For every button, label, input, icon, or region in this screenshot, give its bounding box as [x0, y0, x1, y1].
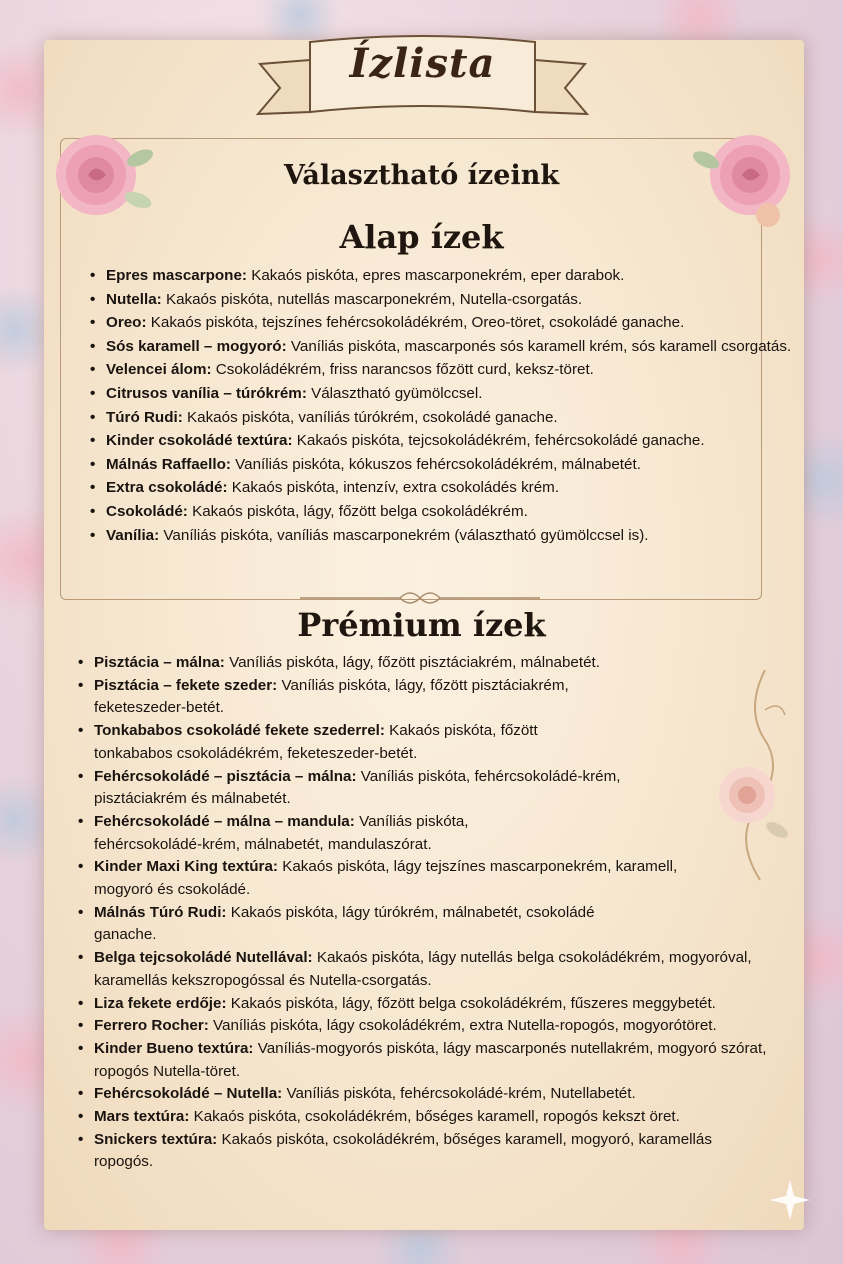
flavor-desc: Kakaós piskóta, epres mascarponekrém, eper darabok. — [251, 267, 625, 284]
flavor-desc: Vaníliás piskóta, fehércsokoládé-krém, málnabetét, mandulaszórat. — [94, 812, 469, 853]
flavor-desc: Vaníliás piskóta, lágy, főzött pisztáciakrém, feketeszeder-betét. — [94, 676, 569, 717]
premium-heading: Prémium ízek — [297, 606, 546, 644]
flavor-name: Sós karamell – mogyoró: — [106, 337, 287, 355]
flavor-name: Velencei álom: — [106, 361, 212, 379]
list-item — [78, 902, 614, 947]
flavor-desc: Kakaós piskóta, lágy, főzött belga csokoládékrém. — [192, 502, 528, 520]
flavor-name: Belga tejcsokoládé Nutellával: — [94, 949, 313, 967]
list-item — [78, 720, 614, 765]
basic-flavor-list — [90, 264, 802, 547]
list-item — [78, 993, 800, 1016]
ornament-divider — [300, 588, 540, 608]
flavor-desc: Vaníliás-mogyorós piskóta, lágy mascarponés nutellakrém, mogyoró szórat, ropogós Nutella-töret. — [94, 1039, 767, 1080]
flavor-name: Ferrero Rocher: — [94, 1017, 209, 1035]
list-item — [90, 311, 802, 335]
flavor-desc: Vaníliás piskóta, fehércsokoládé-krém, pisztáciakrém és málnabetét. — [94, 767, 621, 808]
flavor-desc: Vaníliás piskóta, mascarponés sós karamell krém, sós karamell csorgatás. — [290, 337, 792, 355]
list-item — [90, 264, 802, 288]
flavor-desc: Vaníliás piskóta, vaníliás mascarponekrém (választható gyümölccsel is). — [163, 526, 649, 544]
flavor-name: Vanília: — [106, 526, 160, 544]
flavor-name: Málnás Raffaello: — [106, 455, 231, 473]
flavor-desc: Kakaós piskóta, intenzív, extra csokoládés krém. — [231, 479, 560, 497]
list-item — [90, 406, 802, 430]
flavor-desc: Vaníliás piskóta, kókuszos fehércsokoládékrém, málnabetét. — [235, 455, 641, 473]
flavor-desc: Kakaós piskóta, csokoládékrém, bőséges karamell, ropogós kekszt öret. — [193, 1108, 680, 1126]
flavor-desc: Vaníliás piskóta, lágy csokoládékrém, extra Nutella-ropogós, mogyorótöret. — [213, 1017, 717, 1035]
list-item — [90, 382, 802, 406]
list-item — [78, 811, 544, 856]
flavor-desc: Kakaós piskóta, főzött tonkababos csokoládékrém, feketeszeder-betét. — [94, 722, 538, 762]
list-item — [78, 766, 674, 811]
flavor-name: Pisztácia – málna: — [94, 654, 225, 671]
list-item — [78, 1015, 800, 1038]
flavor-desc: Kakaós piskóta, tejszínes fehércsokoládékrém, Oreo-töret, csokoládé ganache. — [150, 314, 685, 332]
flavor-name: Liza fekete erdője: — [94, 994, 227, 1012]
flavor-name: Mars textúra: — [94, 1108, 190, 1126]
flavor-desc: Csokoládékrém, friss narancsos főzött curd, keksz-töret. — [215, 361, 594, 379]
flavor-desc: Kakaós piskóta, lágy tejszínes mascarponekrém, karamell, mogyoró és csokoládé. — [94, 858, 678, 899]
flavor-desc: Vaníliás piskóta, lágy, főzött pisztáciakrém, málnabetét. — [229, 654, 600, 671]
list-item — [90, 524, 802, 548]
list-item — [90, 476, 802, 500]
flavor-name: Csokoládé: — [106, 502, 188, 520]
list-item — [90, 500, 802, 524]
flavor-name: Nutella: — [106, 290, 162, 308]
list-item — [78, 1038, 800, 1083]
flavor-name: Kinder Maxi King textúra: — [94, 858, 278, 876]
list-item — [90, 335, 802, 359]
flavor-name: Málnás Túró Rudi: — [94, 903, 227, 921]
list-item — [78, 1129, 714, 1174]
premium-flavor-list — [78, 652, 800, 1174]
flavor-name: Snickers textúra: — [94, 1130, 218, 1148]
flavor-desc: Kakaós piskóta, vaníliás túrókrém, csokoládé ganache. — [187, 408, 558, 426]
flavor-name: Extra csokoládé: — [106, 479, 228, 497]
flavor-name: Fehércsokoládé – pisztácia – málna: — [94, 767, 357, 785]
flavor-name: Oreo: — [106, 314, 147, 332]
flavor-name: Kinder Bueno textúra: — [94, 1039, 254, 1057]
flavor-desc: Választható gyümölccsel. — [311, 384, 483, 402]
list-item — [78, 675, 654, 720]
flavor-name: Epres mascarpone: — [106, 267, 247, 284]
list-item — [78, 652, 800, 675]
flavor-desc: Kakaós piskóta, lágy túrókrém, málnabetét, csokoládé ganache. — [94, 903, 595, 944]
flavor-desc: Kakaós piskóta, lágy nutellás belga csokoládékrém, mogyoróval, karamellás kekszropogóssal és Nutella-csorgatás. — [94, 949, 752, 989]
flavor-desc: Vaníliás piskóta, fehércsokoládé-krém, Nutellabetét. — [286, 1085, 636, 1103]
flavor-name: Fehércsokoládé – málna – mandula: — [94, 812, 355, 830]
page-title: Ízlista — [349, 40, 496, 87]
sparkle-icon — [770, 1180, 810, 1220]
subtitle: Választható ízeink — [283, 160, 560, 191]
flavor-desc: Kakaós piskóta, tejcsokoládékrém, fehércsokoládé ganache. — [296, 432, 705, 450]
flavor-name: Fehércsokoládé – Nutella: — [94, 1085, 283, 1103]
list-item — [78, 1106, 800, 1129]
flavor-name: Citrusos vanília – túrókrém: — [106, 384, 307, 402]
list-item — [90, 358, 802, 382]
list-item — [78, 856, 704, 901]
list-item — [90, 429, 802, 453]
list-item — [78, 947, 800, 992]
flavor-name: Tonkababos csokoládé fekete szederrel: — [94, 722, 385, 740]
flavor-desc: Kakaós piskóta, csokoládékrém, bőséges karamell, mogyoró, karamellás ropogós. — [94, 1130, 712, 1171]
flavor-desc: Kakaós piskóta, lágy, főzött belga csokoládékrém, fűszeres meggybetét. — [230, 994, 716, 1012]
flavor-name: Kinder csokoládé textúra: — [106, 432, 293, 450]
flavor-desc: Kakaós piskóta, nutellás mascarponekrém, Nutella-csorgatás. — [165, 290, 583, 308]
list-item — [90, 453, 802, 477]
flavor-name: Pisztácia – fekete szeder: — [94, 676, 278, 694]
list-item — [78, 1083, 800, 1106]
flavor-name: Túró Rudi: — [106, 408, 183, 426]
list-item — [90, 288, 802, 312]
basic-heading: Alap ízek — [339, 218, 504, 256]
